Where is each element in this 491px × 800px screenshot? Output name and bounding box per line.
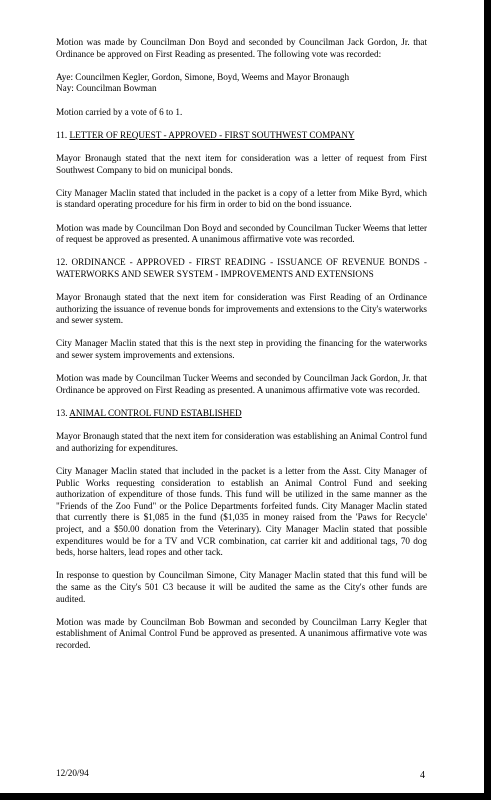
item-13-paragraph-4: Motion was made by Councilman Bob Bowman and seconded by Councilman Larry Kegler that establishment of Animal Control Fund be approved as presented. A unanimous affirmative vote was recorded. [56, 616, 427, 650]
motion-paragraph: Motion was made by Councilman Don Boyd and seconded by Councilman Jack Gordon, Jr. that Ordinance be approved on First Reading as presented. The following vote was recorded: [56, 37, 427, 59]
item-13-paragraph-2: City Manager Maclin stated that included in the packet is a letter from the Asst. City Manager of Public Works requesting consideration to establish an Animal Control Fund and seeking authorization of expenditure of those funds. This fund will be utilized in the same manner as the "Friends of the Zoo Fund" or the Police Departments forfeited funds. City Manager Maclin stated that currently there is $1,085 in the fund ($1,035 in money raised from the 'Paws for Recycle' project, and a $50.00 donation from the Veterinary). City Manager Maclin stated that possible expenditures would be for a TV and VCR combination, cat carrier kit and additional tags, 70 dog beds, horse halters, lead ropes and other tack. [56, 465, 427, 558]
item-12-title: ORDINANCE - APPROVED - FIRST READING - ISSUANCE OF REVENUE BONDS - WATERWORKS AND SEWER SYSTEM - IMPROVEMENTS AND EXTENSIONS [56, 257, 427, 279]
item-11-heading [56, 130, 427, 142]
item-12-paragraph-3: Motion was made by Councilman Tucker Weems and seconded by Councilman Jack Gordon, Jr. that Ordinance be approved on First Reading as presented. A unanimous affirmative vote was recorded. [56, 373, 427, 395]
vote-ayes: Aye: Councilmen Kegler, Gordon, Simone, Boyd, Weems and Mayor Bronaugh [56, 71, 350, 82]
item-12-paragraph-1: Mayor Bronaugh stated that the next item for consideration was First Reading of an Ordinance authorizing the issuance of revenue bonds for improvements and extensions to the City's waterworks and sewer system. [56, 292, 427, 326]
item-13-number: 13. [56, 408, 68, 418]
item-11-paragraph-1: Mayor Bronaugh stated that the next item for consideration was a letter of request from First Southwest Company to bid on municipal bonds. [56, 152, 427, 175]
item-12-number: 12. [56, 257, 68, 268]
item-13-heading [56, 408, 427, 420]
item-11-paragraph-2: City Manager Maclin stated that included in the packet is a copy of a letter from Mike Byrd, which is standard operating procedure for his firm in order to bid on the bond issuance. [56, 187, 427, 210]
item-13-paragraph-1: Mayor Bronaugh stated that the next item for consideration was establishing an Animal Control fund and authorizing for expenditures. [56, 431, 427, 453]
item-12-heading [56, 257, 427, 280]
vote-nays: Nay: Councilman Bowman [56, 83, 157, 94]
motion-result: Motion carried by a vote of 6 to 1. [56, 106, 183, 117]
footer-date: 12/20/94 [56, 768, 89, 778]
item-13-title: ANIMAL CONTROL FUND ESTABLISHED [69, 408, 242, 418]
minutes-body [56, 37, 427, 663]
page-number: 4 [420, 770, 425, 781]
item-12-paragraph-2: City Manager Maclin stated that this is the next step in providing the financing for the waterworks and sewer system improvements and extensions. [56, 338, 427, 361]
item-13-paragraph-3: In response to question by Councilman Simone, City Manager Maclin stated that this fund will be the same as the City's 501 C3 because it will be audited the same as the City's other funds are audited. [56, 570, 427, 604]
item-11-number: 11. [56, 129, 68, 140]
item-11-title: LETTER OF REQUEST - APPROVED - FIRST SOUTHWEST COMPANY [69, 129, 355, 140]
item-11-paragraph-3: Motion was made by Councilman Don Boyd and seconded by Councilman Tucker Weems that letter of request be approved as presented. A unanimous affirmative vote was recorded. [56, 222, 427, 245]
